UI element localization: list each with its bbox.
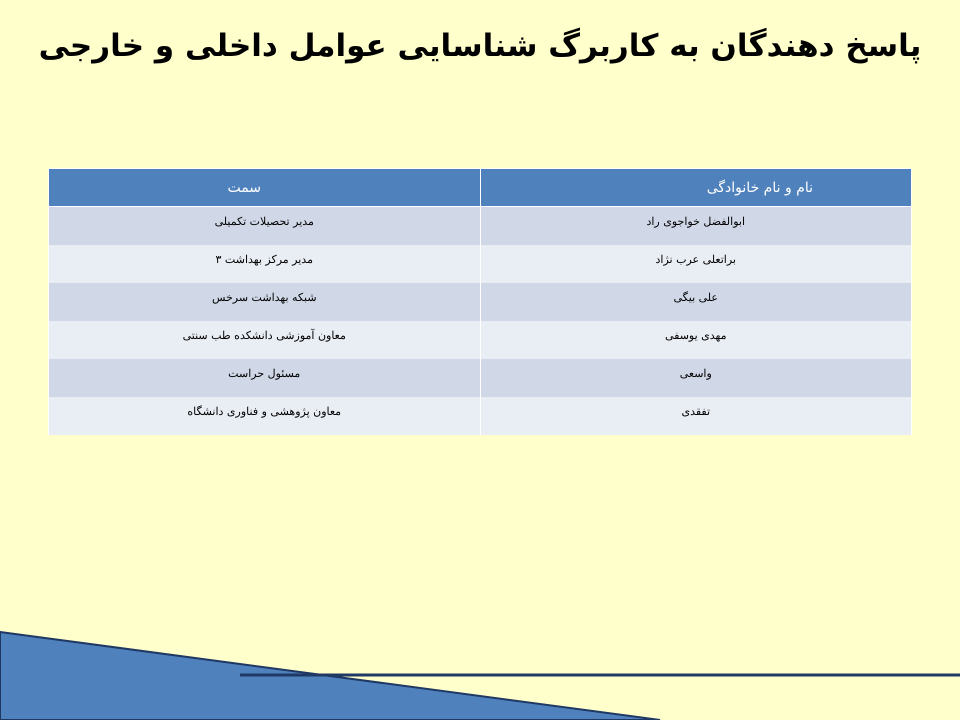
cell-position: شبکه بهداشت سرخس <box>49 283 481 321</box>
table-header-row <box>49 169 912 207</box>
slide-title: پاسخ دهندگان به کاربرگ شناسایی عوامل داخلی و خارجی <box>38 28 922 64</box>
table-row <box>49 397 912 435</box>
cell-position: معاون پژوهشی و فناوری دانشگاه <box>49 397 481 435</box>
table-row <box>49 207 912 245</box>
table-row <box>49 283 912 321</box>
footer-decoration <box>0 600 960 720</box>
cell-position: مدیر مرکز بهداشت ۳ <box>49 245 481 283</box>
respondents-table-container <box>48 168 912 435</box>
cell-name: ابوالفضل خواجوی راد <box>480 207 912 245</box>
cell-position: معاون آموزشی دانشکده طب سنتی <box>49 321 481 359</box>
cell-position: مسئول حراست <box>49 359 481 397</box>
cell-name: مهدی یوسفی <box>480 321 912 359</box>
respondents-table <box>48 168 912 435</box>
cell-name: تفقدی <box>480 397 912 435</box>
table-row <box>49 359 912 397</box>
header-name: نام و نام خانوادگی <box>480 169 912 207</box>
cell-name: علی بیگی <box>480 283 912 321</box>
table-row <box>49 321 912 359</box>
cell-name: واسعی <box>480 359 912 397</box>
cell-name: براتعلی عرب نژاد <box>480 245 912 283</box>
header-position: سمت <box>49 169 481 207</box>
table-row <box>49 245 912 283</box>
cell-position: مدیر تحصیلات تکمیلی <box>49 207 481 245</box>
